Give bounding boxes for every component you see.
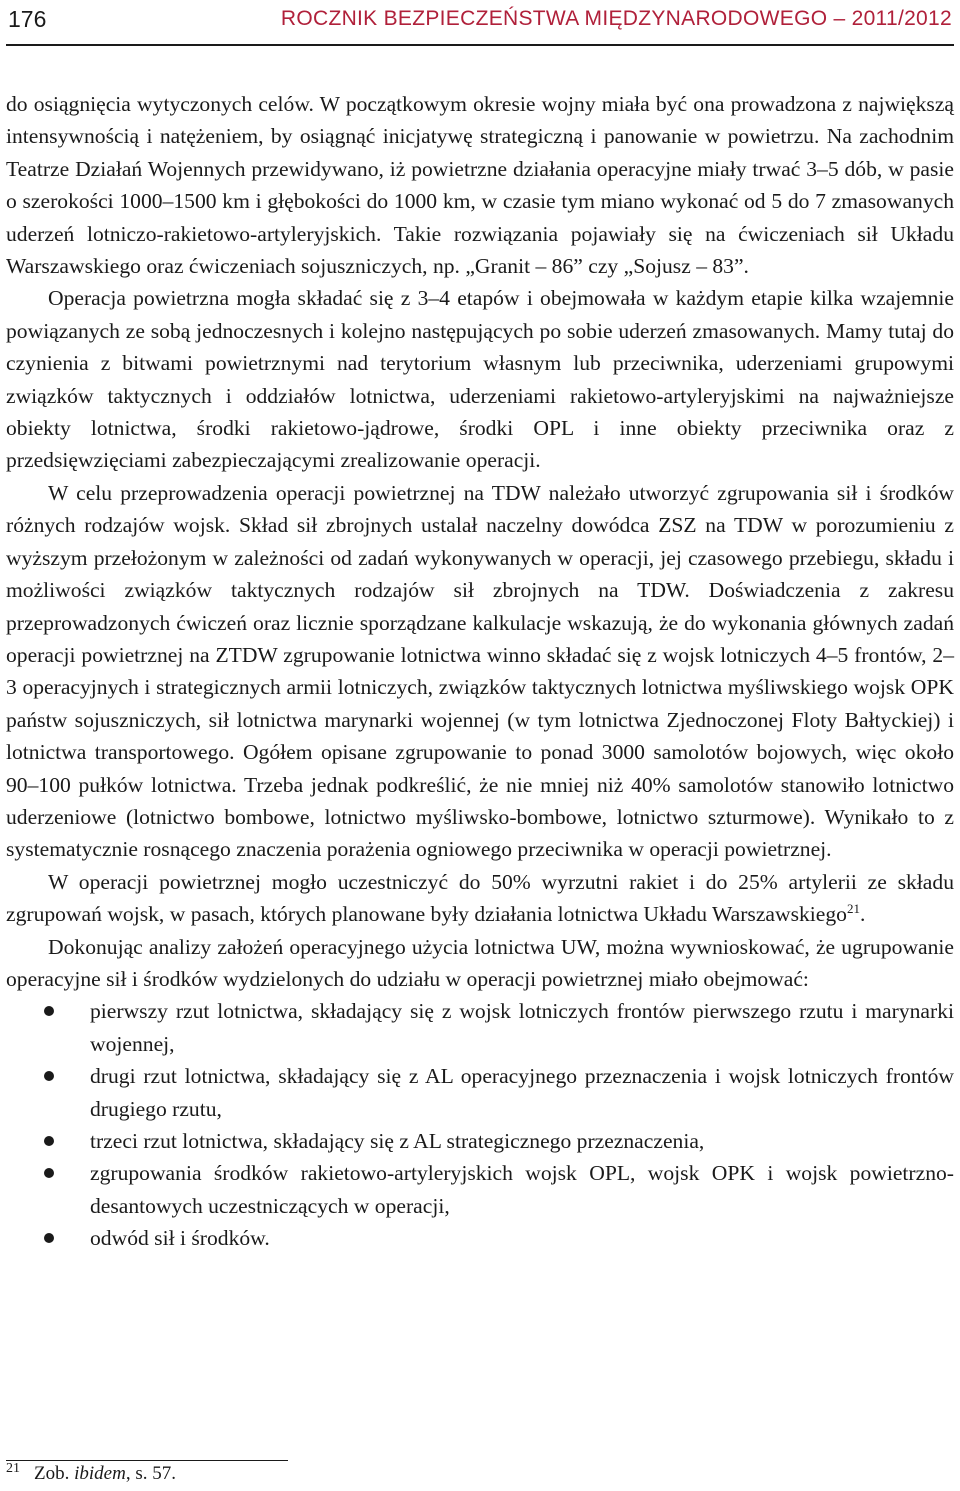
bullet-icon <box>44 1006 54 1016</box>
paragraph-text: W operacji powietrznej mogło uczestniczyć do 50% wyrzutni rakiet i do 25% artylerii ze składu zgrupowań wojsk, w pasach, których planowane były działania lotnictwa Układu Warszawskiego <box>6 869 954 927</box>
footnote-reference: 21 <box>846 900 860 916</box>
paragraph: Operacja powietrzna mogła składać się z 3–4 etapów i obejmowała w każdym etapie kilka wzajemnie powiązanych ze sobą jednoczesnych i kolejno następujących po sobie uderzeń zmasowanych. Mamy tutaj do czynienia z bitwami powietrznymi nad terytorium własnym lub przeciwnika, uderzeniami grupowymi związków taktycznych i oddziałów lotnictwa, uderzeniami rakietowo-artyleryjskimi na najważniejsze obiekty lotnictwa, środki rakietowo-jądrowe, środki OPL i inne obiekty przeciwnika oraz z przedsięwzięciami zabezpieczającymi zrealizowanie operacji. <box>6 286 954 473</box>
list-item-text: odwód sił i środków. <box>90 1226 270 1251</box>
bullet-icon <box>44 1071 54 1081</box>
list-item-text: pierwszy rzut lotnictwa, składający się z wojsk lotniczych frontów pierwszego rzutu i marynarki wojennej, <box>90 999 954 1056</box>
paragraph: W celu przeprowadzenia operacji powietrznej na TDW należało utworzyć zgrupowania sił i środków różnych rodzajów wojsk. Skład sił zbrojnych ustalał naczelny dowódca ZSZ na TDW w porozumieniu z wyższym przełożonym w zależności od zadań wykonywanych w operacji, jej czasowego przebiegu, składu i możliwości związków taktycznych rodzajów sił zbrojnych na TDW. Doświadczenia z zakresu przeprowadzonych ćwiczeń oraz licznie sporządzane kalkulacje wskazują, że do wykonania głównych zadań operacji powietrznej na ZTDW zgrupowanie lotnictwa winno składać się z wojsk lotniczych 4–5 frontów, 2–3 operacyjnych i strategicznych armii lotniczych, związków taktycznych lotnictwa myśliwskiego wojsk OPK państw sojuszniczych, sił lotnictwa marynarki wojennej (w tym lotnictwa Zjednoczonej Floty Bałtyckiej) i lotnictwa transportowego. Ogółem opisane zgrupowanie to ponad 3000 samolotów bojowych, więc około 90–100 pułków lotnictwa. Trzeba jednak podkreślić, że nie mniej niż 40% samolotów stanowiło lotnictwo uderzeniowe (lotnictwo bombowe, lotnictwo myśliwsko-bombowe, lotnictwo szturmowe). Wynikało to z systematycznie rosnącego znaczenia porażenia ogniowego przeciwnika w operacji powietrznej. <box>6 480 954 862</box>
bullet-icon <box>44 1168 54 1178</box>
list-item-text: trzeci rzut lotnictwa, składający się z AL strategicznego przeznaczenia, <box>90 1129 705 1153</box>
list-item-text: zgrupowania środków rakietowo-artyleryjskich wojsk OPL, wojsk OPK i wojsk powietrzno-desantowych uczestniczących w operacji, <box>90 1161 954 1218</box>
page-header <box>6 0 954 46</box>
footnote-suffix: , s. 57. <box>125 1463 176 1484</box>
list-item <box>6 1222 954 1254</box>
page-number: 176 <box>8 6 47 32</box>
list-item <box>6 1060 954 1125</box>
footnote-ibidem: ibidem <box>74 1463 126 1484</box>
running-title: ROCZNIK BEZPIECZEŃSTWA MIĘDZYNARODOWEGO – 2011/2012 <box>280 7 952 30</box>
bullet-icon <box>44 1233 54 1243</box>
body-text <box>6 88 954 1255</box>
paragraph <box>6 866 954 931</box>
bullet-list <box>6 995 954 1254</box>
footnote <box>6 1463 176 1485</box>
list-item-text: drugi rzut lotnictwa, składający się z AL operacyjnego przeznaczenia i wojsk lotniczych frontów drugiego rzutu, <box>90 1064 954 1121</box>
footnote-divider <box>6 1460 288 1461</box>
list-item <box>6 1157 954 1222</box>
list-item <box>6 1125 954 1157</box>
footnote-number: 21 <box>6 1461 20 1476</box>
paragraph-end: . <box>859 902 866 927</box>
bullet-icon <box>44 1136 54 1146</box>
list-item <box>6 995 954 1060</box>
paragraph: do osiągnięcia wytyczonych celów. W początkowym okresie wojny miała być ona prowadzona z największą intensywnością i natężeniem, by osiągnąć inicjatywę strategiczną i panowanie w powietrzu. Na zachodnim Teatrze Działań Wojennych przewidywano, iż powietrzne działania operacyjne miały trwać 3–5 dób, w pasie o szerokości 1000–1500 km i głębokości do 1000 km, w czasie tym miano wykonać od 5 do 7 zmasowanych uderzeń lotniczo-rakietowo-artyleryjskich. Takie rozwiązania pojawiały się na ćwiczeniach sił Układu Warszawskiego oraz ćwiczeniach sojuszniczych, np. „Granit – 86” czy „Sojusz – 83”. <box>6 92 954 279</box>
paragraph: Dokonując analizy założeń operacyjnego użycia lotnictwa UW, można wywnioskować, że ugrupowanie operacyjne sił i środków wydzielonych do udziału w operacji powietrznej miało obejmować: <box>6 934 954 991</box>
footnote-prefix: Zob. <box>34 1463 75 1484</box>
